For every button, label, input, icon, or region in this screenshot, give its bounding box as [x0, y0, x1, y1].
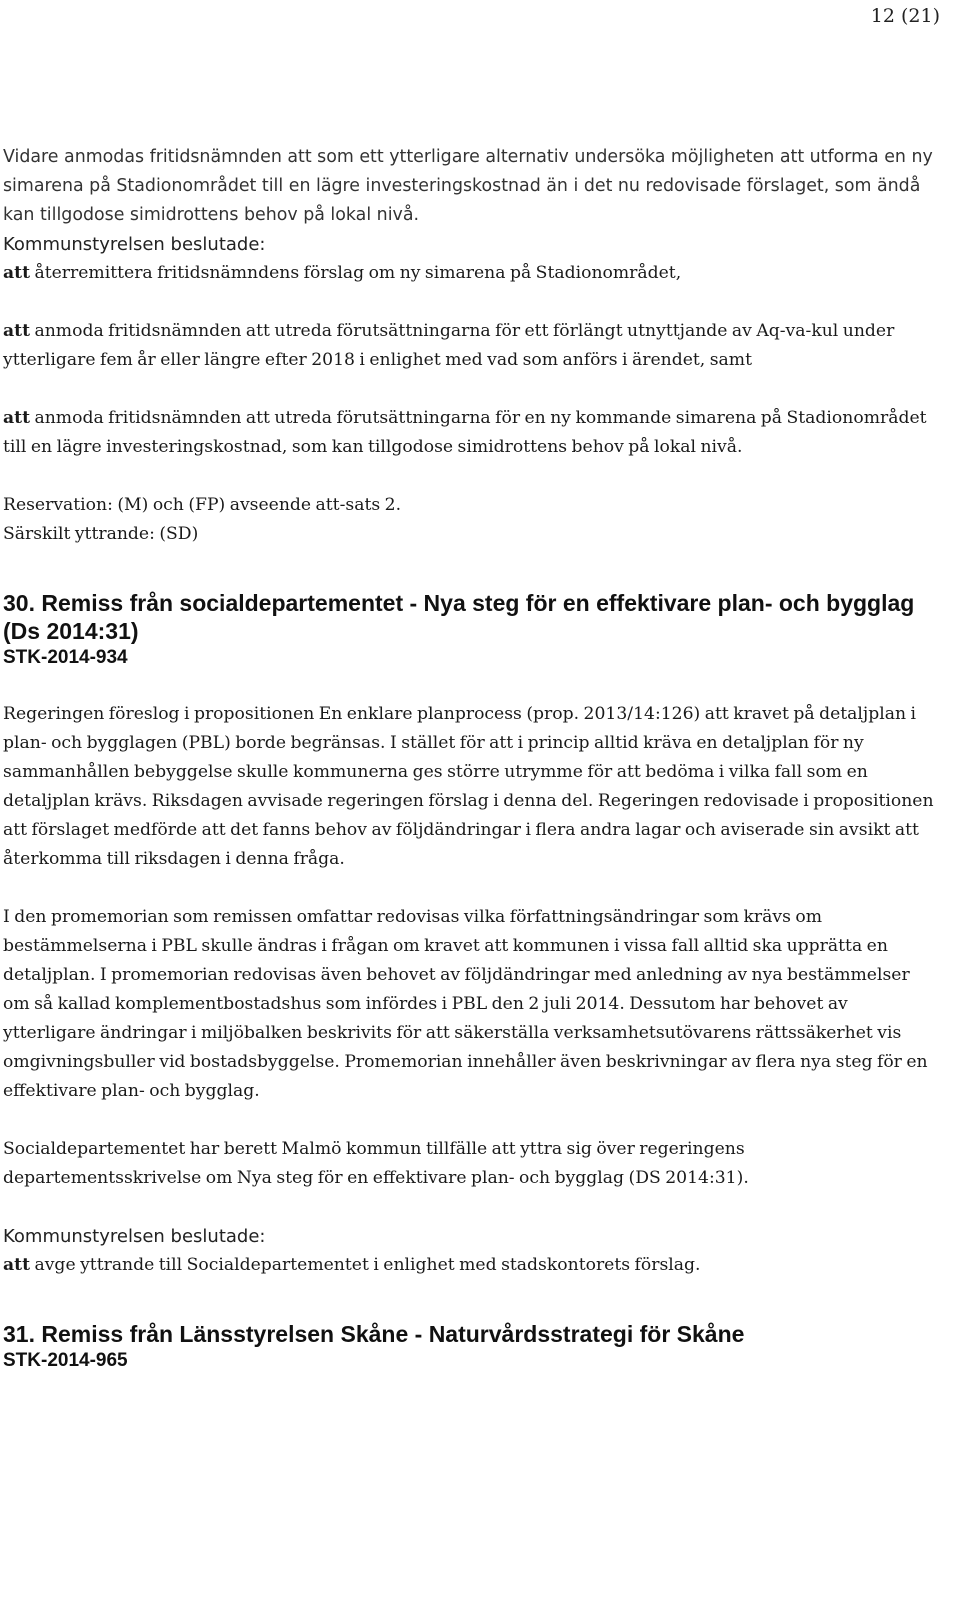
decision-heading-2: Kommunstyrelsen beslutade:	[3, 1226, 266, 1247]
reservation: Reservation: (M) och (FP) avseende att-sats 2.	[3, 495, 402, 515]
item-30-paragraph-3: Socialdepartementet har berett Malmö kommun tillfälle att yttra sig över regeringens departementsskrivelse om Nya steg för en effektivare plan- och bygglag (DS 2014:31).	[3, 1139, 749, 1188]
decision-1c	[3, 404, 935, 462]
decision-2	[3, 1251, 935, 1280]
separate-statement: Särskilt yttrande: (SD)	[3, 524, 199, 544]
decision-1a	[3, 259, 935, 288]
decision-1b	[3, 317, 935, 375]
decision-text: anmoda fritidsnämnden att utreda förutsättningarna för en ny kommande simarena på Stadionområdet till en lägre investeringskostnad, som kan tillgodose simidrottens behov på lokal nivå.	[3, 408, 927, 457]
att-keyword: att	[3, 321, 31, 341]
item-30-title: 30. Remiss från socialdepartementet - Nya steg för en effektivare plan- och bygglag (Ds 2014:31)	[3, 590, 915, 644]
att-keyword: att	[3, 408, 31, 428]
att-keyword: att	[3, 1255, 31, 1275]
att-keyword: att	[3, 263, 31, 283]
document-body	[3, 143, 935, 1374]
item-31-code: STK-2014-965	[3, 1350, 128, 1371]
decision-text: anmoda fritidsnämnden att utreda förutsättningarna för ett förlängt utnyttjande av Aq-va-kul under ytterligare fem år eller längre efter 2018 i enlighet med vad som anförs i ärendet, samt	[3, 321, 895, 370]
intro-paragraph: Vidare anmodas fritidsnämnden att som ett ytterligare alternativ undersöka möjligheten att utforma en ny simarena på Stadionområdet till en lägre investeringskostnad än i det nu redovisade förslaget, som ändå kan tillgodose simidrottens behov på lokal nivå.	[3, 147, 933, 225]
item-30-code: STK-2014-934	[3, 647, 128, 668]
decision-text: återremittera fritidsnämndens förslag om ny simarena på Stadionområdet,	[30, 263, 682, 283]
page-number: 12 (21)	[870, 5, 940, 27]
decision-heading-1: Kommunstyrelsen beslutade:	[3, 234, 266, 255]
decision-text: avge yttrande till Socialdepartementet i enlighet med stadskontorets förslag.	[30, 1255, 701, 1275]
item-31-title: 31. Remiss från Länsstyrelsen Skåne - Naturvårdsstrategi för Skåne	[3, 1321, 745, 1347]
item-30-paragraph-1: Regeringen föreslog i propositionen En enklare planprocess (prop. 2013/14:126) att kravet på detaljplan i plan- och bygglagen (PBL) borde begränsas. I stället för att i princip alltid kräva en detaljplan för ny sammanhållen bebyggelse skulle kommunerna ges större utrymme för att bedöma i vilka fall som en detaljplan krävs. Riksdagen avvisade regeringen förslag i denna del. Regeringen redovisade i propositionen att förslaget medförde att det fanns behov av följdändringar i flera andra lagar och aviserade sin avsikt att återkomma till riksdagen i denna fråga.	[3, 704, 934, 869]
item-30-paragraph-2: I den promemorian som remissen omfattar redovisas vilka författningsändringar som krävs om bestämmelserna i PBL skulle ändras i frågan om kravet att kommunen i vissa fall alltid ska upprätta en detaljplan. I promemorian redovisas även behovet av följdändringar med anledning av nya bestämmelser om så kallad komplementbostadshus som infördes i PBL den 2 juli 2014. Dessutom har behovet av ytterligare ändringar i miljöbalken beskrivits för att säkerställa verksamhetsutövarens rättssäkerhet vis omgivningsbuller vid bostadsbyggelse. Promemorian innehåller även beskrivningar av flera nya steg för en effektivare plan- och bygglag.	[3, 907, 928, 1101]
